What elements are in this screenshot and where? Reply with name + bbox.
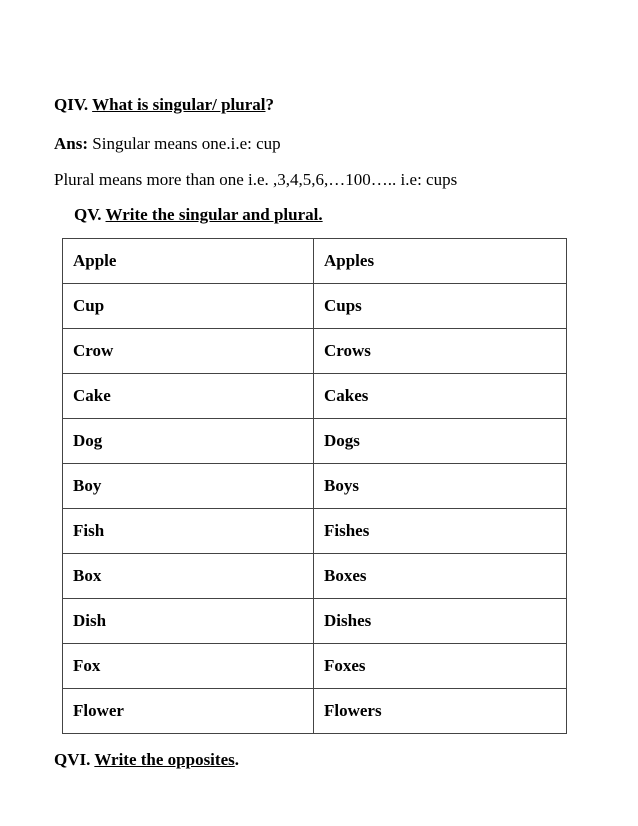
plural-cell: Dogs: [314, 419, 567, 464]
table-row: [63, 329, 567, 374]
table-row: [63, 284, 567, 329]
plural-cell: Cups: [314, 284, 567, 329]
table-row: [63, 554, 567, 599]
singular-cell: Apple: [63, 239, 314, 284]
plural-cell: Flowers: [314, 689, 567, 734]
singular-cell: Boy: [63, 464, 314, 509]
question-6-number: QVI.: [54, 750, 91, 769]
answer-line: [54, 134, 281, 154]
answer-label: Ans:: [54, 134, 89, 153]
table-row: [63, 374, 567, 419]
question-6-title: Write the opposites: [94, 750, 235, 769]
table-row: [63, 689, 567, 734]
table-row: [63, 419, 567, 464]
table-row: [63, 644, 567, 689]
singular-cell: Dish: [63, 599, 314, 644]
plural-cell: Boxes: [314, 554, 567, 599]
plural-cell: Fishes: [314, 509, 567, 554]
question-6-end: .: [234, 750, 239, 769]
singular-cell: Box: [63, 554, 314, 599]
singular-cell: Cake: [63, 374, 314, 419]
table-row: [63, 509, 567, 554]
question-6: [54, 750, 239, 770]
plural-cell: Boys: [314, 464, 567, 509]
question-4-number: QIV.: [54, 95, 89, 114]
question-4-title: What is singular/ plural: [92, 95, 266, 114]
table-row: [63, 464, 567, 509]
question-5: [74, 205, 323, 225]
plural-cell: Dishes: [314, 599, 567, 644]
singular-cell: Fox: [63, 644, 314, 689]
singular-cell: Fish: [63, 509, 314, 554]
question-4-end: ?: [265, 95, 274, 114]
plural-cell: Apples: [314, 239, 567, 284]
plural-cell: Foxes: [314, 644, 567, 689]
singular-cell: Flower: [63, 689, 314, 734]
singular-plural-table: [62, 238, 567, 734]
plural-definition: Plural means more than one i.e. ,3,4,5,6,…100….. i.e: cups: [54, 170, 458, 189]
plural-cell: Cakes: [314, 374, 567, 419]
plural-cell: Crows: [314, 329, 567, 374]
table-row: [63, 599, 567, 644]
question-5-number: QV.: [74, 205, 102, 224]
table-body: [63, 239, 567, 734]
question-4: [54, 95, 274, 115]
singular-cell: Crow: [63, 329, 314, 374]
answer-text: Singular means one.i.e: cup: [88, 134, 281, 153]
table-row: [63, 239, 567, 284]
singular-cell: Cup: [63, 284, 314, 329]
question-5-title: Write the singular and plural.: [105, 205, 323, 224]
singular-cell: Dog: [63, 419, 314, 464]
